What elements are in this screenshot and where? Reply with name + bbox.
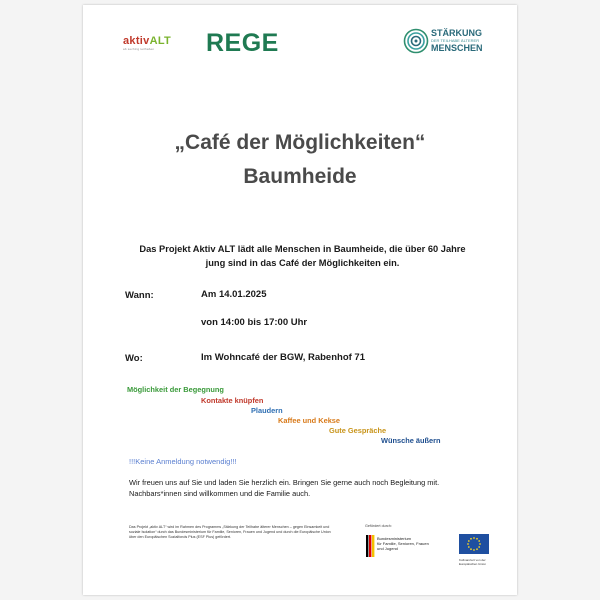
staerkung-line1: STÄRKUNG xyxy=(431,28,482,38)
ministry-line3: und Jugend xyxy=(377,546,398,551)
no-registration-note: !!!Keine Anmeldung notwendig!!! xyxy=(129,457,237,466)
staerkung-line2: DER TEILHABE ÄLTERER xyxy=(431,38,480,43)
eu-caption-line2: Europäischen Union xyxy=(459,561,487,566)
eu-flag-icon xyxy=(459,534,489,554)
event-location: Im Wohncafé der BGW, Rabenhof 71 xyxy=(201,352,365,363)
concentric-circles-icon xyxy=(403,26,429,56)
page-subtitle: Baumheide xyxy=(243,165,357,188)
cascade-item: Kaffee und Kekse xyxy=(278,416,341,425)
eu-caption-line1: Kofinanziert von der xyxy=(459,558,486,562)
aktiv-alt-wordmark xyxy=(123,35,198,47)
ministry-line2: für Familie, Senioren, Frauen xyxy=(377,541,429,546)
intro-text: Das Projekt Aktiv ALT lädt alle Menschen in Baumheide, die über 60 Jahre jung sind in das Café der Möglichkeiten ein. xyxy=(139,244,466,268)
page-title: „Café der Möglichkeiten“ xyxy=(174,131,426,154)
staerkung-line3: MENSCHEN xyxy=(431,43,483,53)
aktiv-alt-tagline: ab sechzig teilhaben xyxy=(123,47,155,51)
invitation-text: Wir freuen uns auf Sie und laden Sie herzlich ein. Bringen Sie gerne auch noch Begleitung mit. Nachbars*innen sind willkommen und die Familie auch. xyxy=(129,478,440,498)
event-time: von 14:00 bis 17:00 Uhr xyxy=(201,317,308,328)
german-eagle-icon xyxy=(365,535,375,557)
funded-by-label: Gefördert durch: xyxy=(365,524,392,528)
rege-logo: REGE xyxy=(206,29,279,57)
when-label: Wann: xyxy=(125,290,154,301)
eu-cofunded-logo xyxy=(459,534,499,568)
cascade-item: Gute Gespräche xyxy=(329,426,387,435)
ministry-logo xyxy=(365,533,455,565)
alt-word: ALT xyxy=(149,35,172,47)
cascade-item: Kontakte knüpfen xyxy=(201,396,264,405)
cascade-item: Plaudern xyxy=(251,406,283,415)
event-date: Am 14.01.2025 xyxy=(201,289,267,300)
ministry-line1: Bundesministerium xyxy=(377,536,412,541)
funding-fine-print: Das Projekt „aktiv ALT“ wird im Rahmen des Programms „Stärkung der Teilhabe älterer Menschen – gegen Einsamkeit und soziale Isolation“ durch das Bundesministerium für Familie, Senioren, Frauen und Jugend und durch die Europäische Union über den Europäischen Sozialfonds Plus (ESF Plus) gefördert. xyxy=(129,525,331,540)
cascade-item: Möglichkeit der Begegnung xyxy=(127,385,224,394)
cascade-item: Wünsche äußern xyxy=(381,436,441,445)
aktiv-word: aktiv xyxy=(123,35,150,47)
staerkung-logo xyxy=(403,26,503,60)
flyer-page xyxy=(83,5,517,595)
where-label: Wo: xyxy=(125,353,143,364)
aktiv-alt-logo xyxy=(123,35,198,57)
